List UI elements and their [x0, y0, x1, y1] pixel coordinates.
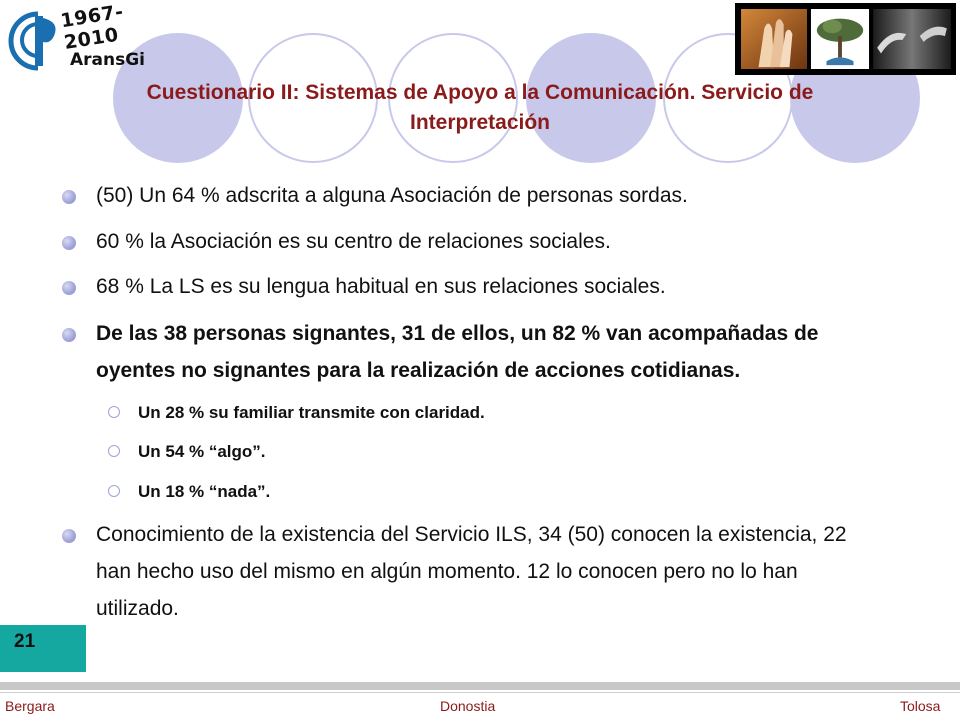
- slide-title: Cuestionario II: Sistemas de Apoyo a la Comunicación. Servicio de Interpretación: [146, 81, 814, 134]
- list-item: [62, 223, 882, 263]
- logo-name: AransGi: [70, 50, 146, 70]
- hollow-bullet-icon: [108, 485, 120, 497]
- list-item: [62, 516, 882, 628]
- logo-symbol-icon: [8, 10, 68, 72]
- sub-bullet-text: Un 28 % su familiar transmite con claridad.: [138, 403, 485, 422]
- bullet-text-line: oyentes no signantes para la realización de acciones cotidianas.: [96, 359, 741, 382]
- slide-number-box: [0, 625, 86, 672]
- list-item: [62, 268, 882, 308]
- footer-divider: [0, 692, 960, 693]
- bullet-text-line: utilizado.: [96, 597, 179, 620]
- footer-bar: [0, 682, 960, 690]
- bullet-dot-icon: [62, 529, 76, 543]
- bullet-text: 60 % la Asociación es su centro de relaciones sociales.: [96, 230, 611, 253]
- logo-years: 1967-2010: [59, 0, 126, 54]
- arans-gi-logo: [8, 0, 158, 76]
- bullet-dot-icon: [62, 328, 76, 342]
- footer-center-text: Donostia: [440, 698, 496, 714]
- bullet-dot-icon: [62, 236, 76, 250]
- footer-left-text: Bergara: [5, 698, 55, 714]
- sub-bullet-text: Un 18 % “nada”.: [138, 482, 271, 501]
- hollow-bullet-icon: [108, 406, 120, 418]
- bullet-dot-icon: [62, 281, 76, 295]
- sub-bullet-text: Un 54 % “algo”.: [138, 442, 266, 461]
- hands-photo: [740, 9, 808, 69]
- bullet-text-line: han hecho uso del mismo en algún momento. 12 lo conocen pero no lo han: [96, 560, 798, 583]
- bullet-text-line: Conocimiento de la existencia del Servicio ILS, 34 (50) conocen la existencia, 22: [96, 523, 847, 546]
- sign-hands-photo: [872, 9, 952, 69]
- bullet-text-line: De las 38 personas signantes, 31 de ellos, un 82 % van acompañadas de: [96, 322, 819, 345]
- bullet-dot-icon: [62, 190, 76, 204]
- tree-photo: [810, 9, 870, 69]
- list-item: [62, 177, 882, 217]
- slide-number: 21: [14, 631, 36, 652]
- bullet-text: (50) Un 64 % adscrita a alguna Asociación de personas sordas.: [96, 184, 688, 207]
- footer-right-text: Tolosa: [900, 698, 941, 714]
- hollow-bullet-icon: [108, 445, 120, 457]
- header-photos: [735, 3, 956, 75]
- list-item: [62, 315, 882, 395]
- bullet-text: 68 % La LS es su lengua habitual en sus relaciones sociales.: [96, 275, 666, 298]
